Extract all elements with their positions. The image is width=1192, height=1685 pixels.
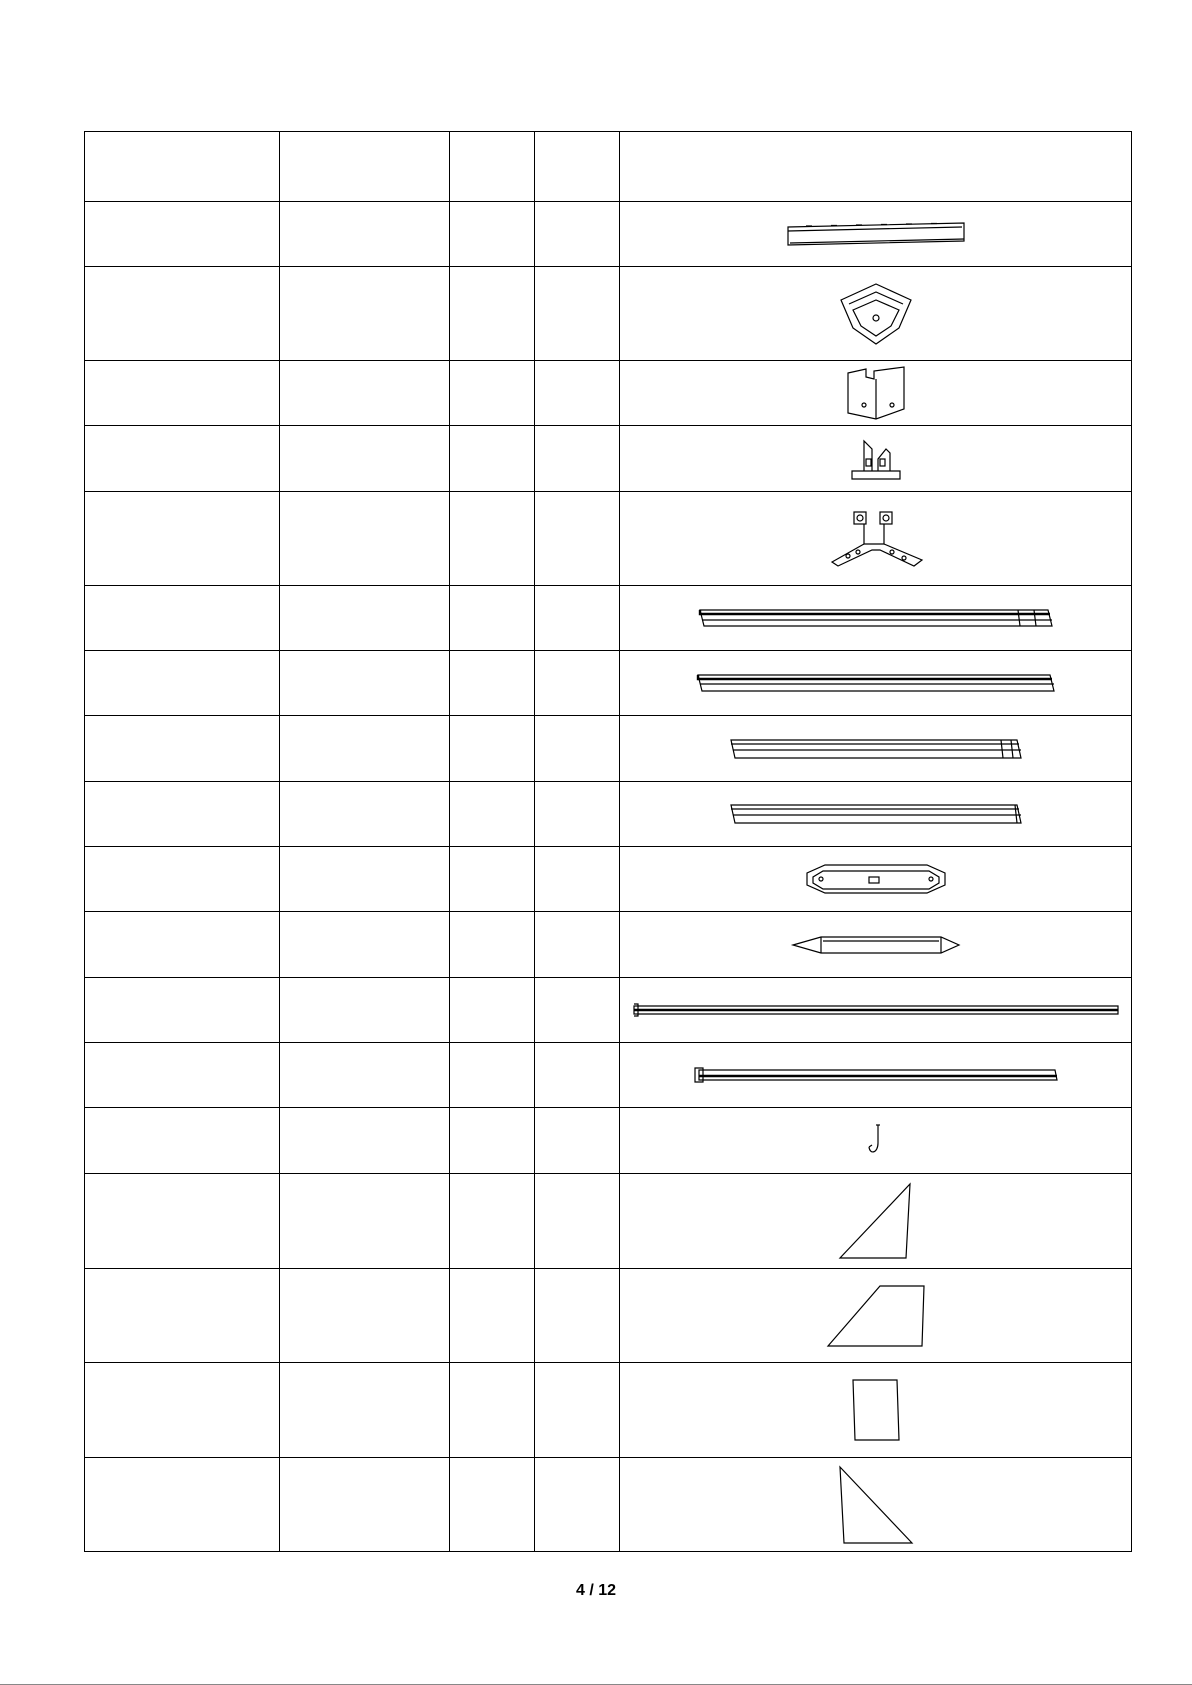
table-row: [85, 716, 1132, 782]
long-profile-1-icon: [698, 608, 1054, 628]
parts-table: [84, 131, 1132, 1552]
rectangle-panel-icon: [851, 1378, 901, 1442]
table-row: [85, 267, 1132, 361]
table-row: [85, 1108, 1132, 1174]
corner-bracket-icon: [846, 365, 906, 421]
hook-icon: [866, 1123, 886, 1159]
table-row: [85, 912, 1132, 978]
table-row: [85, 978, 1132, 1043]
table-row: [85, 782, 1132, 847]
medium-profile-2-icon: [729, 803, 1023, 825]
trapezoid-panel-icon: [826, 1284, 926, 1348]
table-row: [85, 1174, 1132, 1269]
long-profile-2-icon: [696, 673, 1056, 693]
header-cell: [620, 132, 1132, 202]
table-row: [85, 1269, 1132, 1363]
corner-cap-icon: [839, 282, 913, 346]
base-plate-bracket-icon: [828, 510, 924, 568]
double-post-bracket-icon: [850, 437, 902, 481]
page-number: 4 / 12: [575, 1582, 617, 1599]
table-row: [85, 586, 1132, 651]
table-row: [85, 1043, 1132, 1108]
table-row: [85, 492, 1132, 586]
header-row: [85, 132, 1132, 202]
extra-long-rail-icon: [632, 1002, 1120, 1018]
tapered-bar-icon: [791, 935, 961, 955]
table-row: [85, 426, 1132, 492]
table-row: [85, 847, 1132, 912]
triangle-panel-icon: [838, 1182, 914, 1260]
header-cell: [450, 132, 535, 202]
table-row: [85, 202, 1132, 267]
header-cell: [85, 132, 280, 202]
table-row: [85, 1363, 1132, 1458]
table-row: [85, 651, 1132, 716]
end-cap-plate-icon: [803, 861, 949, 897]
u-channel-rail-icon: [786, 221, 966, 247]
right-triangle-panel-icon: [838, 1465, 914, 1545]
medium-profile-1-icon: [729, 738, 1023, 760]
table-row: [85, 361, 1132, 426]
long-rail-icon: [693, 1066, 1059, 1084]
table-row: [85, 1458, 1132, 1552]
header-cell: [535, 132, 620, 202]
header-cell: [280, 132, 450, 202]
